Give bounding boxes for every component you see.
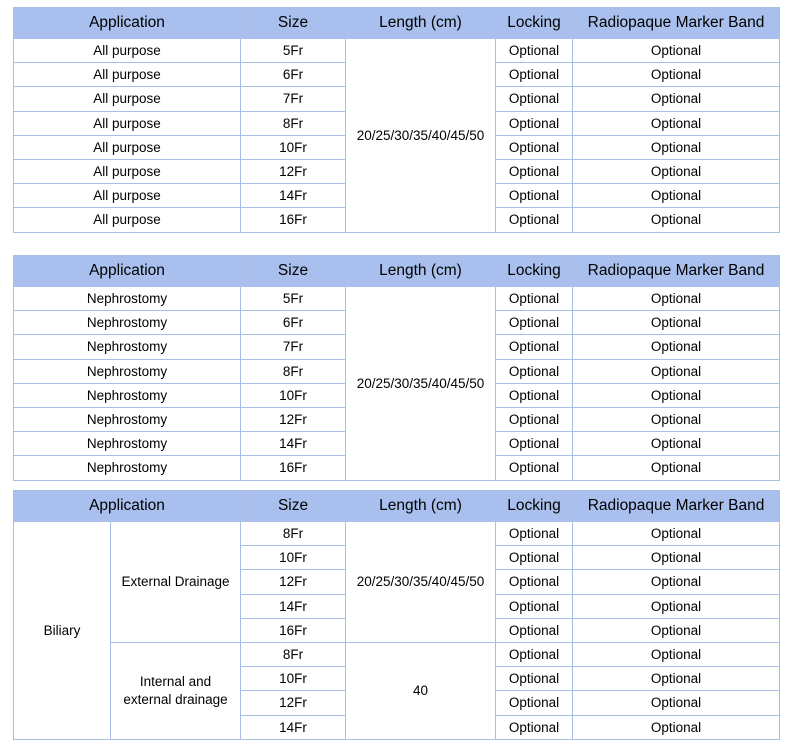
- size-cell: 14Fr: [241, 594, 346, 618]
- marker-cell: Optional: [573, 111, 780, 135]
- size-cell: 16Fr: [241, 208, 346, 232]
- header-locking: Locking: [496, 8, 573, 39]
- locking-cell: Optional: [496, 432, 573, 456]
- header-application: Application: [14, 8, 241, 39]
- marker-cell: Optional: [573, 359, 780, 383]
- size-cell: 14Fr: [241, 184, 346, 208]
- size-cell: 14Fr: [241, 715, 346, 739]
- table-row: [14, 522, 780, 546]
- application-cell: Nephrostomy: [14, 359, 241, 383]
- locking-cell: Optional: [496, 63, 573, 87]
- header-row: [14, 491, 780, 522]
- locking-cell: Optional: [496, 691, 573, 715]
- size-cell: 10Fr: [241, 135, 346, 159]
- table-row: [14, 287, 780, 311]
- locking-cell: Optional: [496, 359, 573, 383]
- locking-cell: Optional: [496, 335, 573, 359]
- locking-cell: Optional: [496, 407, 573, 431]
- locking-cell: Optional: [496, 311, 573, 335]
- application-cell: Nephrostomy: [14, 383, 241, 407]
- marker-cell: Optional: [573, 287, 780, 311]
- application-cell: All purpose: [14, 135, 241, 159]
- all-purpose-table: [13, 7, 780, 233]
- marker-cell: Optional: [573, 432, 780, 456]
- marker-cell: Optional: [573, 159, 780, 183]
- application-cell: All purpose: [14, 87, 241, 111]
- locking-cell: Optional: [496, 383, 573, 407]
- locking-cell: Optional: [496, 642, 573, 666]
- header-application: Application: [14, 491, 241, 522]
- marker-cell: Optional: [573, 135, 780, 159]
- table-row: [14, 39, 780, 63]
- marker-cell: Optional: [573, 383, 780, 407]
- application-cell: All purpose: [14, 111, 241, 135]
- size-cell: 5Fr: [241, 287, 346, 311]
- marker-cell: Optional: [573, 594, 780, 618]
- application-cell: Nephrostomy: [14, 407, 241, 431]
- sub-application-line-1: Internal and: [139, 673, 212, 689]
- size-cell: 12Fr: [241, 691, 346, 715]
- size-cell: 8Fr: [241, 359, 346, 383]
- application-cell: All purpose: [14, 39, 241, 63]
- application-cell: Nephrostomy: [14, 311, 241, 335]
- biliary-table: [13, 490, 780, 740]
- size-cell: 6Fr: [241, 311, 346, 335]
- locking-cell: Optional: [496, 111, 573, 135]
- locking-cell: Optional: [496, 570, 573, 594]
- locking-cell: Optional: [496, 208, 573, 232]
- nephrostomy-table: [13, 255, 780, 481]
- application-cell: Nephrostomy: [14, 335, 241, 359]
- header-size: Size: [241, 8, 346, 39]
- length-cell: 20/25/30/35/40/45/50: [346, 522, 496, 643]
- marker-cell: Optional: [573, 667, 780, 691]
- locking-cell: Optional: [496, 39, 573, 63]
- size-cell: 16Fr: [241, 456, 346, 480]
- header-row: [14, 256, 780, 287]
- marker-cell: Optional: [573, 87, 780, 111]
- locking-cell: Optional: [496, 456, 573, 480]
- header-size: Size: [241, 491, 346, 522]
- application-cell: All purpose: [14, 63, 241, 87]
- header-marker-band: Radiopaque Marker Band: [573, 256, 780, 287]
- marker-cell: Optional: [573, 691, 780, 715]
- marker-cell: Optional: [573, 522, 780, 546]
- marker-cell: Optional: [573, 63, 780, 87]
- marker-cell: Optional: [573, 546, 780, 570]
- header-length: Length (cm): [346, 8, 496, 39]
- size-cell: 10Fr: [241, 383, 346, 407]
- header-size: Size: [241, 256, 346, 287]
- application-cell: Nephrostomy: [14, 456, 241, 480]
- application-cell: Nephrostomy: [14, 287, 241, 311]
- locking-cell: Optional: [496, 594, 573, 618]
- size-cell: 12Fr: [241, 570, 346, 594]
- length-cell: 20/25/30/35/40/45/50: [346, 287, 496, 481]
- size-cell: 5Fr: [241, 39, 346, 63]
- locking-cell: Optional: [496, 546, 573, 570]
- locking-cell: Optional: [496, 522, 573, 546]
- header-marker-band: Radiopaque Marker Band: [573, 491, 780, 522]
- length-cell: 40: [346, 642, 496, 739]
- size-cell: 16Fr: [241, 618, 346, 642]
- size-cell: 7Fr: [241, 87, 346, 111]
- locking-cell: Optional: [496, 87, 573, 111]
- size-cell: 12Fr: [241, 159, 346, 183]
- header-locking: Locking: [496, 256, 573, 287]
- locking-cell: Optional: [496, 715, 573, 739]
- marker-cell: Optional: [573, 311, 780, 335]
- table-row: [14, 642, 780, 666]
- marker-cell: Optional: [573, 715, 780, 739]
- header-marker-band: Radiopaque Marker Band: [573, 8, 780, 39]
- sub-application-cell: [111, 642, 241, 739]
- size-cell: 7Fr: [241, 335, 346, 359]
- marker-cell: Optional: [573, 456, 780, 480]
- locking-cell: Optional: [496, 159, 573, 183]
- length-cell: 20/25/30/35/40/45/50: [346, 39, 496, 233]
- size-cell: 10Fr: [241, 546, 346, 570]
- marker-cell: Optional: [573, 335, 780, 359]
- header-length: Length (cm): [346, 256, 496, 287]
- application-cell: Biliary: [14, 522, 111, 740]
- marker-cell: Optional: [573, 184, 780, 208]
- size-cell: 6Fr: [241, 63, 346, 87]
- marker-cell: Optional: [573, 208, 780, 232]
- size-cell: 8Fr: [241, 111, 346, 135]
- application-cell: All purpose: [14, 208, 241, 232]
- locking-cell: Optional: [496, 135, 573, 159]
- application-cell: All purpose: [14, 159, 241, 183]
- size-cell: 8Fr: [241, 642, 346, 666]
- marker-cell: Optional: [573, 618, 780, 642]
- marker-cell: Optional: [573, 39, 780, 63]
- marker-cell: Optional: [573, 570, 780, 594]
- application-cell: Nephrostomy: [14, 432, 241, 456]
- size-cell: 14Fr: [241, 432, 346, 456]
- sub-application-line-2: external drainage: [123, 691, 228, 707]
- locking-cell: Optional: [496, 618, 573, 642]
- sub-application-label: External Drainage: [121, 573, 230, 589]
- header-length: Length (cm): [346, 491, 496, 522]
- application-cell: All purpose: [14, 184, 241, 208]
- marker-cell: Optional: [573, 407, 780, 431]
- size-cell: 12Fr: [241, 407, 346, 431]
- header-row: [14, 8, 780, 39]
- size-cell: 10Fr: [241, 667, 346, 691]
- sub-application-cell: [111, 522, 241, 643]
- locking-cell: Optional: [496, 667, 573, 691]
- header-application: Application: [14, 256, 241, 287]
- header-locking: Locking: [496, 491, 573, 522]
- size-cell: 8Fr: [241, 522, 346, 546]
- marker-cell: Optional: [573, 642, 780, 666]
- locking-cell: Optional: [496, 184, 573, 208]
- locking-cell: Optional: [496, 287, 573, 311]
